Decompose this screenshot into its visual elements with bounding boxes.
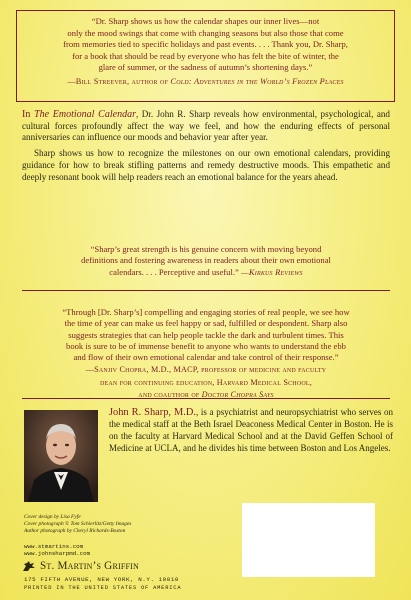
chopra-attribution-prefix: and coauthor of <box>138 390 202 400</box>
chopra-attribution-3 <box>22 389 390 401</box>
publisher-name-text: St. Martin’s Griffin <box>40 560 140 572</box>
description-paragraph-2: Sharp shows us how to recognize the milestones on our own emotional calendars, providing guidance for how to break stifling patterns and remedy destructive moods. This empathetic and deeply resonant book will help readers reach an emotional balance for the years ahead. <box>22 148 390 182</box>
kirkus-line-text: calendars. . . . Perceptive and useful.” <box>109 266 239 277</box>
top-quote-line: “Dr. Sharp shows us how the calendar shapes our inner lives—not <box>91 16 320 26</box>
chopra-line: “Through [Dr. Sharp’s] compelling and engaging stories of real people, we see how <box>62 307 350 317</box>
author-bio-text: , is a psychiatrist and neuropsychiatrist who serves on the medical staff at the Beth Israel Deaconess Medical Center in Boston. He is on the faculty at Harvard Medical School and at the David Geffen School of Medicine at UCLA, and he divides his time between Boston and Los Angeles. <box>109 407 393 453</box>
kirkus-line: definitions and fostering awareness in readers about their own emotional <box>81 255 331 266</box>
kirkus-source: —Kirkus Reviews <box>240 266 303 277</box>
griffin-logo-icon <box>22 560 36 572</box>
author-name: John R. Sharp, M.D. <box>109 407 196 418</box>
top-quote-attribution <box>22 76 389 88</box>
book-description <box>22 109 390 187</box>
kirkus-line <box>30 267 382 278</box>
kirkus-blurb <box>30 244 382 278</box>
chopra-blurb <box>22 307 390 401</box>
credit-line: Cover design by Lisa Fyfe <box>24 514 81 520</box>
top-quote-line: glare of summer, or the sadness of autumn’s shortening days.” <box>98 62 313 73</box>
cover-credits <box>24 514 131 534</box>
credit-line: Cover photograph © Tom Schierlitz/Getty Images <box>24 520 132 527</box>
chopra-line: book is sure to be of immense benefit to anyone who wants to understand the ebb <box>66 340 346 351</box>
attribution-dash: — <box>67 76 76 86</box>
publisher-name <box>22 560 139 572</box>
barcode-area <box>242 503 375 577</box>
description-text-1: , Dr. John R. Sharp reveals how environmental, psychological, and cultural forces profoundly affect the way we feel, and how the enduring effects of personal anniversaries can influence our moods and behavior year after year. <box>22 109 390 143</box>
attribution-role: , author of <box>126 76 171 86</box>
section-divider <box>22 398 390 399</box>
url-link[interactable]: www.johnsharpmd.com <box>24 550 91 557</box>
description-paragraph-1 <box>22 109 390 144</box>
credit-line: Author photograph by Cheryl Richards-Boston <box>24 527 126 534</box>
attribution-book: Cold: Adventures in the World’s Frozen Places <box>170 76 344 86</box>
printed-notice: PRINTED IN THE UNITED STATES OF AMERICA <box>24 585 182 591</box>
description-prefix: In <box>22 109 35 120</box>
author-photo <box>24 410 98 502</box>
top-quote-line: only the mood swings that come with changing seasons but also those that come <box>67 27 344 38</box>
publisher-urls <box>24 543 90 557</box>
chopra-line: the time of year can make us feel happy or sad, fulfilled or despondent. Sharp also <box>64 318 348 329</box>
top-quote-line: from memories tied to specific holidays and past events. . . . Thank you, Dr. Sharp, <box>63 39 348 50</box>
kirkus-line: “Sharp’s great strength is his genuine concern with moving beyond <box>90 244 322 254</box>
chopra-line: suggests strategies that can help people tackle the dark and turbulent times. This <box>68 329 344 340</box>
section-divider <box>22 290 390 291</box>
attribution-name: Bill Streever <box>75 76 127 86</box>
chopra-attribution-1: —Sanjiv Chopra, M.D., MACP, professor of medicine and faculty <box>85 365 327 375</box>
book-title: The Emotional Calendar <box>34 109 136 120</box>
url-link[interactable]: www.stmartins.com <box>24 543 84 550</box>
top-quote-line: for a book that should be read by everyone who has felt the bite of winter, the <box>72 50 339 61</box>
chopra-line: and flow of their own emotional calendar and take control of their response.” <box>73 352 339 363</box>
chopra-book-title: Doctor Chopra Says <box>201 390 274 400</box>
publisher-address: 175 FIFTH AVENUE, NEW YORK, N.Y. 10010 <box>24 576 179 583</box>
chopra-attribution-2: dean for continuing education, Harvard Medical School, <box>100 377 312 387</box>
author-portrait-illustration <box>24 410 98 502</box>
author-bio <box>109 407 393 455</box>
top-quote <box>22 16 389 88</box>
